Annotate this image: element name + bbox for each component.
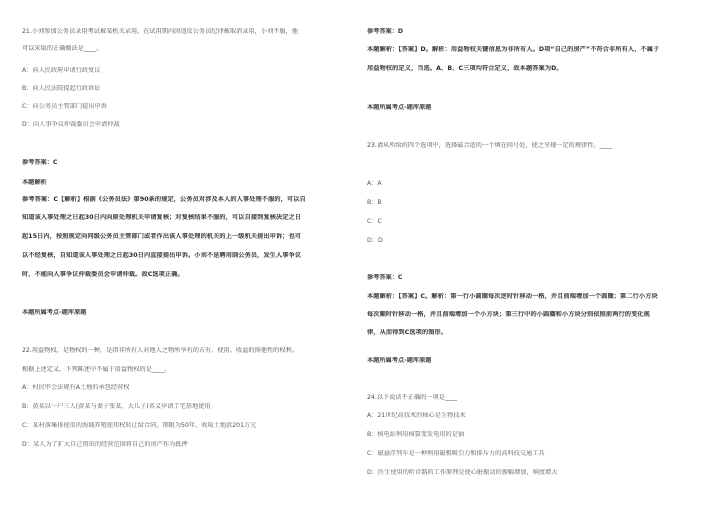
q21-analysis-line: 以不经复核，自知道该人事处理之日起30日内直接提出申诉。小刘不是聘用制公务员，发生人事争议 (22, 252, 302, 259)
q22-option-b: B：黄某以一户三人(黄某与妻子张某、大儿子)名义申请了宅基地使用 (22, 403, 211, 410)
q21-answer: 参考答案：C (22, 159, 58, 166)
q22-option-d: D：某人为了扩大自己资讯的经营范围将自己的房产作为抵押 (22, 441, 188, 448)
q22-stem-line: 根据上述定义，下列陈述中不属于用益物权的是____。 (22, 366, 171, 373)
q23-analysis-line: 律，从而得到C选项的图形。 (367, 329, 448, 336)
q22-option-c: C：某村落集体使用的海域养殖使用权转让给合同，期限为50年，收取土地款201万元 (22, 422, 257, 429)
q23-option-a: A：A (367, 180, 382, 187)
q22-stem-line: 22.用益物权，是物权的一种，是指非所有人对他人之物所享有的占有、使用、收益的排他性的权利。 (22, 347, 298, 354)
q21-option-b: B：向人民法院提起行政诉讼 (22, 85, 101, 92)
q24-stem-line: 24.以下说法不正确的一项是____ (367, 394, 458, 401)
q21-option-c: C：向公务员主管部门提出申诉 (22, 103, 107, 110)
q21-analysis-line: 起15日内，按照规定向同级公务员主管部门或者作出该人事处理的机关的上一级机关提出申诉；也可 (22, 233, 302, 240)
q21-stem-line: 可以采取的正确做法是____。 (22, 45, 103, 52)
q21-analysis-line: 知道该人事处理之日起30日内向原处理机关申请复核；对复核结果不服的，可以自接到复核决定之日 (22, 214, 302, 221)
q23-analysis-line: 每次顺时针移动一格，并且前端增加一个小方块；第三行中的小圆圈和小方块分别依照前两行的变化规 (367, 311, 650, 318)
q23-option-c: C：C (367, 218, 382, 225)
q21-option-a: A：向人民政府申请行政复议 (22, 67, 101, 74)
q23-analysis-line: 本题解析：【答案】C。解析：第一行小圆圈每次逆时针移动一格，并且前端增加一个圆圈；第二行小方块 (367, 293, 658, 300)
q23-section-tag: 本题所属考点-题库原题 (367, 357, 432, 364)
q21-section-tag: 本题所属考点-题库原题 (22, 309, 87, 316)
q21-analysis-line: 参考答案：C【解析】根据《公务员法》第90条的规定，公务员对涉及本人的人事处理不服的，可以自 (22, 196, 306, 203)
q24-option-b: B：核电站利用核裂变发电用的是铀 (367, 431, 465, 438)
q23-answer: 参考答案：C (367, 274, 403, 281)
q23-stem-line: 23.请从所给的四个选项中，选择最合适的一个填在问号处，使之呈现一定的规律性。____ (367, 142, 612, 149)
q22-option-a: A：村民甲会法规有A土地的承包经营权 (22, 384, 130, 391)
q21-analysis-label: 本题解析 (22, 179, 47, 186)
q24-option-a: A：21世纪高技术的核心是生物技术 (367, 412, 466, 419)
q21-analysis-line: 时，不能向人事争议仲裁委员会申请仲裁。故C选项正确。 (22, 271, 184, 278)
q24-option-c: C：磁悬浮列车是一种利用磁极吸引力和排斥力的高科技交通工具 (367, 450, 545, 457)
q22-section-tag: 本题所属考点-题库原题 (367, 104, 432, 111)
q21-stem-line: 21.小刘参加公务员录用考试被某机关录用。在试用期内因违反公务员纪律被取消录用，小刘不服，他 (22, 28, 298, 35)
q22-answer: 参考答案：D (367, 28, 404, 35)
q21-option-d: D：向人事争议仲裁委员会申请仲裁 (22, 121, 120, 128)
q23-option-b: B：B (367, 199, 382, 206)
q24-option-d: D：医生使用的听诊器的工作原理是使心脏振动的振幅增加，响度增大 (367, 469, 558, 476)
q22-analysis-line: 本题解析：【答案】D。解析：用益物权关键信息为非所有人。D项“自己的房产”不符合非所有人，不属于 (367, 46, 660, 53)
q22-analysis-line: 用益物权的定义，当选。A、B、C三项均符合定义，故本题答案为D。 (367, 65, 563, 72)
q23-option-d: D：D (367, 237, 383, 244)
